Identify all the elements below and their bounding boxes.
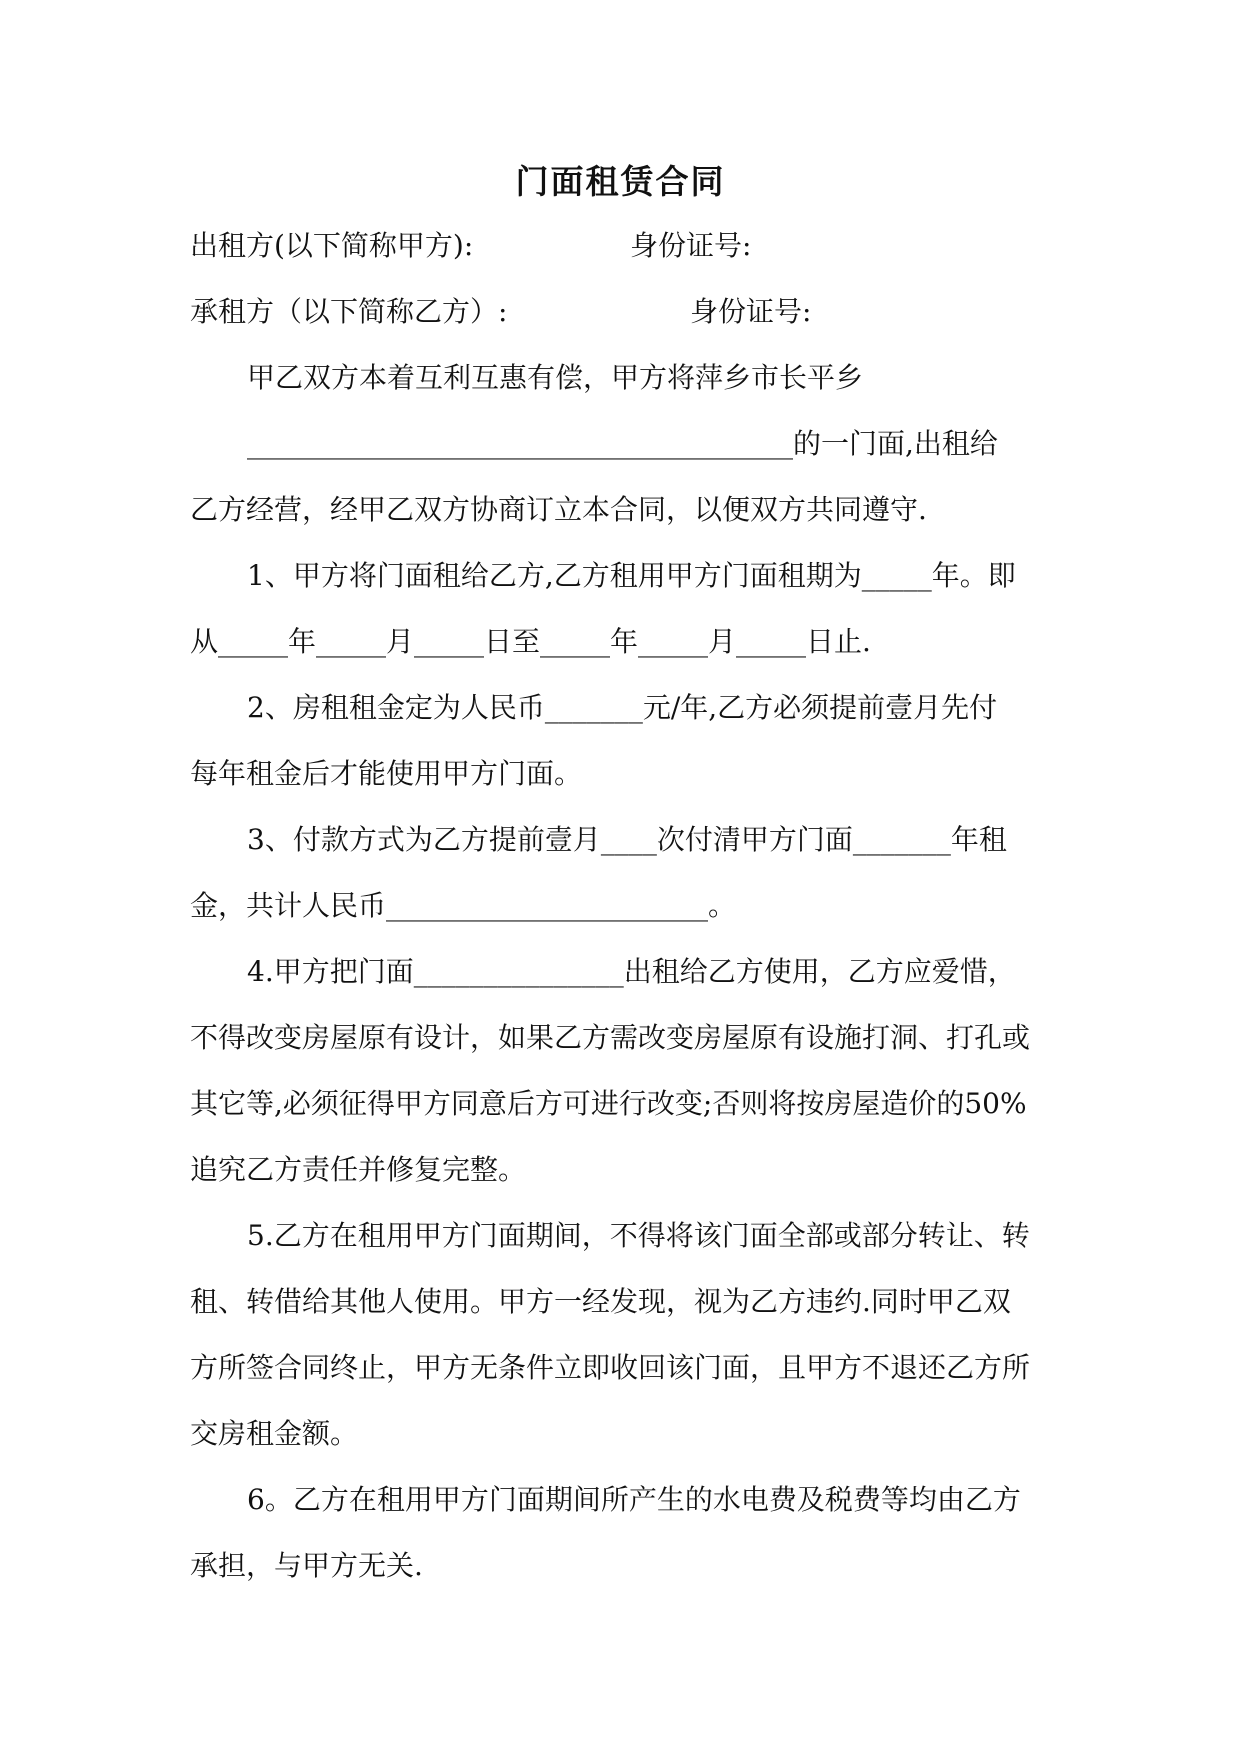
clause-1-line: 1、甲方将门面租给乙方,乙方租用甲方门面租期为_____年。即 xyxy=(247,559,1016,592)
paragraph-line: 乙方经营，经甲乙双方协商订立本合同，以便双方共同遵守. xyxy=(190,493,927,526)
clause-1-line: 从_____年_____月_____日至_____年_____月_____日止. xyxy=(190,625,871,658)
clause-3-line: 3、付款方式为乙方提前壹月____次付清甲方门面_______年租 xyxy=(247,823,1007,856)
paragraph-line: _______________________________________的一门面,出租给 xyxy=(247,427,998,460)
lessee-label: 承租方（以下简称乙方）: xyxy=(190,295,508,328)
clause-6-line: 6。乙方在租用甲方门面期间所产生的水电费及税费等均由乙方 xyxy=(247,1483,1021,1516)
clause-2-line: 2、房租租金定为人民币_______元/年,乙方必须提前壹月先付 xyxy=(247,691,998,724)
clause-5-line: 5.乙方在租用甲方门面期间，不得将该门面全部或部分转让、转 xyxy=(247,1219,1030,1252)
clause-5-line: 租、转借给其他人使用。甲方一经发现，视为乙方违约.同时甲乙双 xyxy=(190,1285,1011,1318)
clause-6-line: 承担，与甲方无关. xyxy=(190,1549,423,1582)
clause-2-line: 每年租金后才能使用甲方门面。 xyxy=(190,757,583,790)
lessee-id-label: 身份证号: xyxy=(690,295,812,328)
clause-4-line: 不得改变房屋原有设计，如果乙方需改变房屋原有设施打洞、打孔或 xyxy=(190,1021,1031,1054)
lessor-label: 出租方(以下简称甲方): xyxy=(190,229,474,262)
clause-4-line: 追究乙方责任并修复完整。 xyxy=(190,1153,527,1186)
clause-4-line: 其它等,必须征得甲方同意后方可进行改变;否则将按房屋造价的50% xyxy=(190,1087,1027,1120)
lessor-id-label: 身份证号: xyxy=(630,229,752,262)
clause-4-line: 4.甲方把门面_______________出租给乙方使用，乙方应爱惜， xyxy=(247,955,1016,988)
document-title: 门面租赁合同 xyxy=(515,162,726,201)
clause-5-line: 交房租金额。 xyxy=(190,1417,359,1450)
paragraph-line: 甲乙双方本着互利互惠有偿，甲方将萍乡市长平乡 xyxy=(247,361,864,394)
clause-5-line: 方所签合同终止，甲方无条件立即收回该门面，且甲方不退还乙方所 xyxy=(190,1351,1031,1384)
clause-3-line: 金，共计人民币_______________________。 xyxy=(190,889,737,922)
